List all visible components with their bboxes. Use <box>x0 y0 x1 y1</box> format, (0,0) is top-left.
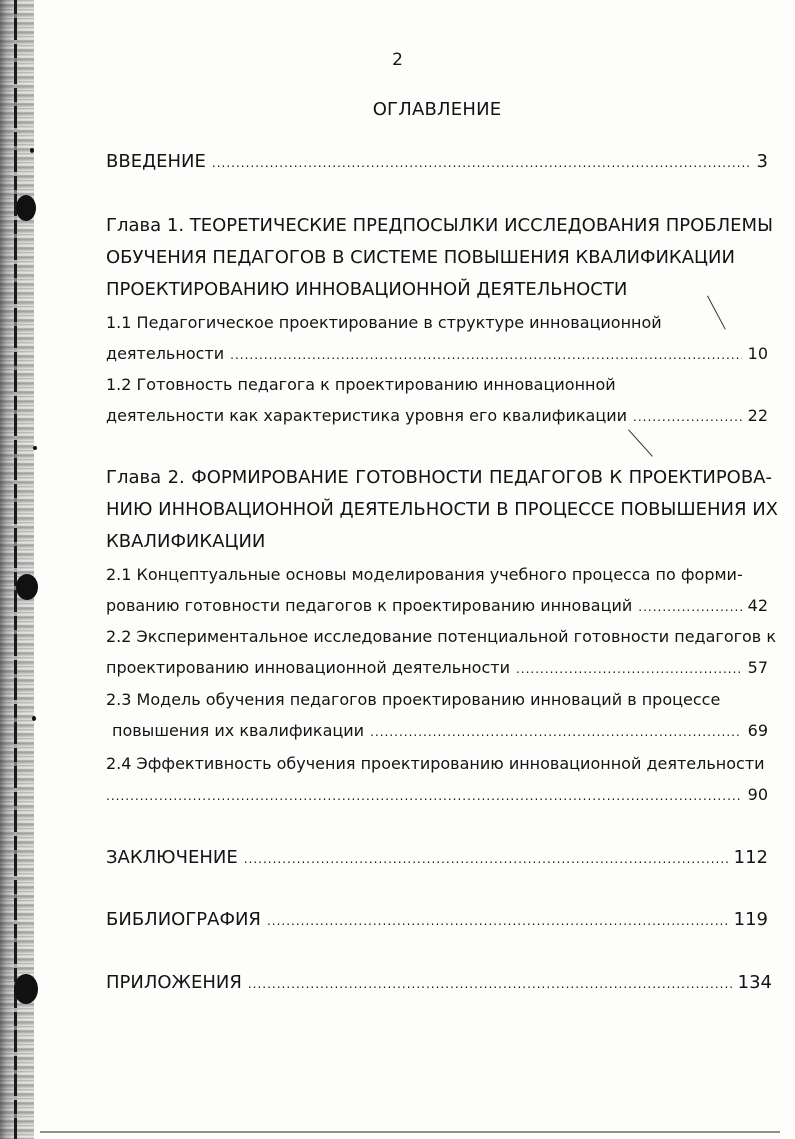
chapter-1-heading-line: ПРОЕКТИРОВАНИЮ ИННОВАЦИОННОЙ ДЕЯТЕЛЬНОСТИ <box>106 279 628 300</box>
leader-dots <box>248 977 732 991</box>
toc-page-number: 22 <box>747 406 768 425</box>
scan-binding-edge <box>0 0 34 1139</box>
toc-label: БИБЛИОГРАФИЯ <box>106 909 261 930</box>
section-1-1-line1: 1.1 Педагогическое проектирование в структуре инновационной <box>106 313 662 332</box>
toc-entry-appendices <box>106 972 772 993</box>
leader-dots <box>516 662 742 676</box>
toc-page-number: 112 <box>733 847 768 868</box>
toc-label: повышения их квалификации <box>112 721 365 740</box>
toc-page-number: 90 <box>747 785 768 804</box>
toc-page-number: 3 <box>756 151 768 172</box>
toc-label: проектированию инновационной деятельности <box>106 658 510 677</box>
toc-label: ЗАКЛЮЧЕНИЕ <box>106 847 238 868</box>
punch-hole-mark <box>14 974 38 1004</box>
toc-label: рованию готовности педагогов к проектированию инноваций <box>106 596 633 615</box>
chapter-2-heading-line: КВАЛИФИКАЦИИ <box>106 531 266 552</box>
toc-entry-introduction <box>106 151 768 172</box>
punch-hole-mark <box>16 574 38 600</box>
section-2-2-line1: 2.2 Экспериментальное исследование потенциальной готовности педагогов к <box>106 627 776 646</box>
speck-mark <box>33 446 37 450</box>
section-2-3-line1: 2.3 Модель обучения педагогов проектированию инноваций в процессе <box>106 690 721 709</box>
leader-dots <box>267 914 728 928</box>
section-2-4-line1: 2.4 Эффективность обучения проектированию инновационной деятельности <box>106 754 765 773</box>
leader-dots <box>230 348 742 362</box>
toc-entry-conclusion <box>106 847 768 868</box>
toc-page-number: 134 <box>737 972 772 993</box>
toc-entry-section-2-4 <box>106 785 768 804</box>
toc-page-number: 57 <box>747 658 768 677</box>
toc-entry-section-2-1 <box>106 596 768 615</box>
toc-page-number: 42 <box>747 596 768 615</box>
toc-label: деятельности как характеристика уровня его квалификации <box>106 406 628 425</box>
leader-dots <box>633 410 742 424</box>
pencil-tick-mark <box>628 429 653 456</box>
punch-hole-mark <box>16 195 36 221</box>
section-2-1-line1: 2.1 Концептуальные основы моделирования учебного процесса по форми- <box>106 565 743 584</box>
toc-page-number: 119 <box>733 909 768 930</box>
leader-dots <box>106 789 742 803</box>
toc-entry-section-1-2 <box>106 406 768 425</box>
chapter-2-heading-line: НИЮ ИННОВАЦИОННОЙ ДЕЯТЕЛЬНОСТИ В ПРОЦЕССЕ ПОВЫШЕНИЯ ИХ <box>106 499 778 520</box>
scan-bottom-edge <box>40 1131 780 1133</box>
section-1-2-line1: 1.2 Готовность педагога к проектированию инновационной <box>106 375 616 394</box>
page-title: ОГЛАВЛЕНИЕ <box>372 99 502 120</box>
chapter-1-heading-line: ОБУЧЕНИЯ ПЕДАГОГОВ В СИСТЕМЕ ПОВЫШЕНИЯ КВАЛИФИКАЦИИ <box>106 247 735 268</box>
toc-entry-section-1-1 <box>106 344 768 363</box>
toc-page-number: 69 <box>747 721 768 740</box>
scan-binding-line <box>14 0 17 1139</box>
speck-mark <box>32 716 36 721</box>
toc-entry-bibliography <box>106 909 768 930</box>
toc-entry-section-2-2 <box>106 658 768 677</box>
chapter-2-heading-line: Глава 2. ФОРМИРОВАНИЕ ГОТОВНОСТИ ПЕДАГОГОВ К ПРОЕКТИРОВА- <box>106 467 772 488</box>
toc-label: ВВЕДЕНИЕ <box>106 151 206 172</box>
leader-dots <box>370 725 742 739</box>
toc-page-number: 10 <box>747 344 768 363</box>
leader-dots <box>212 156 751 170</box>
leader-dots <box>638 600 741 614</box>
chapter-1-heading-line: Глава 1. ТЕОРЕТИЧЕСКИЕ ПРЕДПОСЫЛКИ ИССЛЕДОВАНИЯ ПРОБЛЕМЫ <box>106 215 773 236</box>
toc-label: ПРИЛОЖЕНИЯ <box>106 972 242 993</box>
leader-dots <box>244 852 728 866</box>
speck-mark <box>30 148 34 153</box>
toc-label: деятельности <box>106 344 225 363</box>
toc-entry-section-2-3 <box>112 721 768 740</box>
page-number: 2 <box>392 50 403 70</box>
